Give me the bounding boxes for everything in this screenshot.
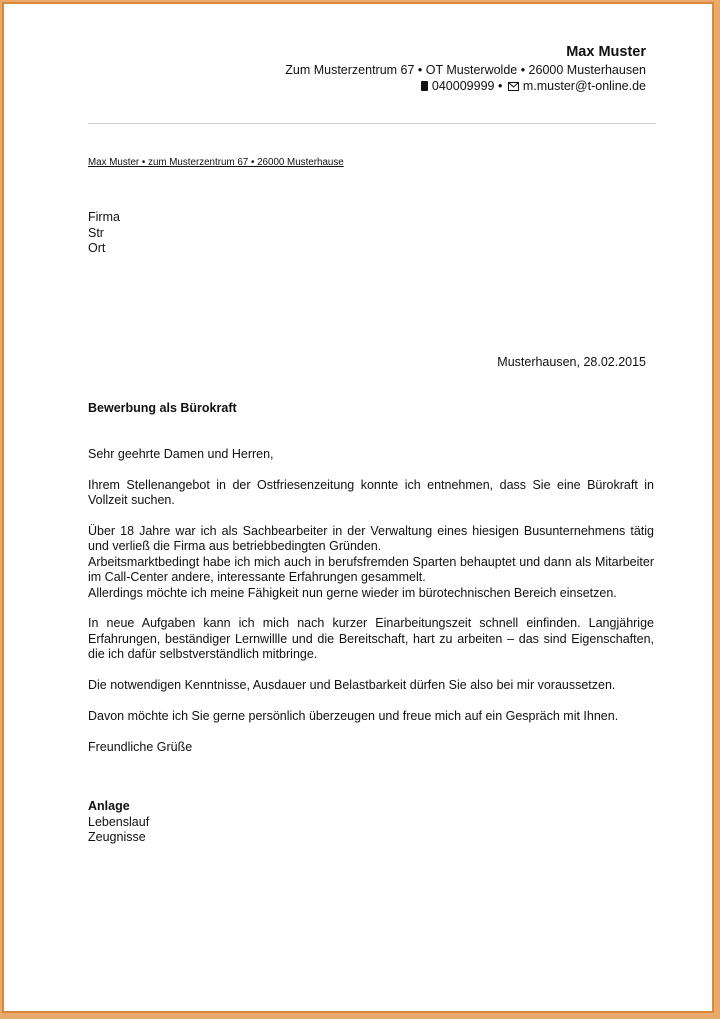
- phone-icon: [421, 81, 428, 91]
- sender-email: m.muster@t-online.de: [522, 79, 646, 93]
- paragraph-2-line-1: Über 18 Jahre war ich als Sachbearbeiter in der Verwaltung eines hiesigen Busunternehmens tätig und verließ die Firma aus betriebbedingten Gründen.: [88, 524, 654, 554]
- letter-body: [88, 447, 654, 770]
- sender-block: [285, 42, 646, 95]
- sender-contact: [285, 78, 646, 95]
- closing: Freundliche Grüße: [88, 739, 193, 754]
- header-divider: [88, 123, 656, 124]
- salutation: Sehr geehrte Damen und Herren,: [88, 447, 274, 461]
- recipient-block: [88, 210, 120, 257]
- mail-icon: [508, 79, 519, 95]
- letter-date: Musterhausen, 28.02.2015: [497, 355, 646, 369]
- contact-separator: •: [497, 79, 503, 93]
- paragraph-3: In neue Aufgaben kann ich mich nach kurzer Einarbeitungszeit schnell einfinden. Langjährige Erfahrungen, beständiger Lernwillle und die Bereitschaft, hart zu arbeiten – das sind Eigenschaften, die ich dafür selbstverständlich mitbringe.: [88, 616, 654, 662]
- paragraph-5: Davon möchte ich Sie gerne persönlich überzeugen und freue mich auf ein Gespräch mit Ihnen.: [88, 708, 619, 723]
- recipient-company: Firma: [88, 210, 120, 224]
- sender-name: Max Muster: [566, 44, 646, 60]
- recipient-city: Ort: [88, 241, 106, 255]
- sender-address: Zum Musterzentrum 67 • OT Musterwolde • 26000 Musterhausen: [285, 63, 646, 77]
- paragraph-2-line-2: Arbeitsmarktbedingt habe ich mich auch in berufsfremden Sparten behauptet und dann als Mitarbeiter im Call-Center andere, interessante Erfahrungen gesammelt.: [88, 554, 654, 585]
- attachment-item: Zeugnisse: [88, 830, 146, 844]
- letter-subject: Bewerbung als Bürokraft: [88, 401, 237, 415]
- letter-page: [2, 2, 714, 1013]
- attachments-block: [88, 799, 149, 846]
- paragraph-1: Ihrem Stellenangebot in der Ostfriesenzeitung konnte ich entnehmen, dass Sie eine Bürokraft in Vollzeit suchen.: [88, 477, 654, 508]
- paragraph-4: Die notwendigen Kenntnisse, Ausdauer und Belastbarkeit dürfen Sie also bei mir voraussetzen.: [88, 678, 616, 693]
- sender-phone: 040009999: [431, 79, 495, 93]
- paragraph-2-line-3: Allerdings möchte ich meine Fähigkeit nun gerne wieder im bürotechnischen Bereich einsetzen.: [88, 585, 617, 600]
- attachment-item: Lebenslauf: [88, 814, 150, 829]
- return-address: Max Muster • zum Musterzentrum 67 • 26000 Musterhause: [88, 157, 344, 168]
- recipient-street: Str: [88, 225, 104, 240]
- attachments-title: Anlage: [88, 799, 130, 813]
